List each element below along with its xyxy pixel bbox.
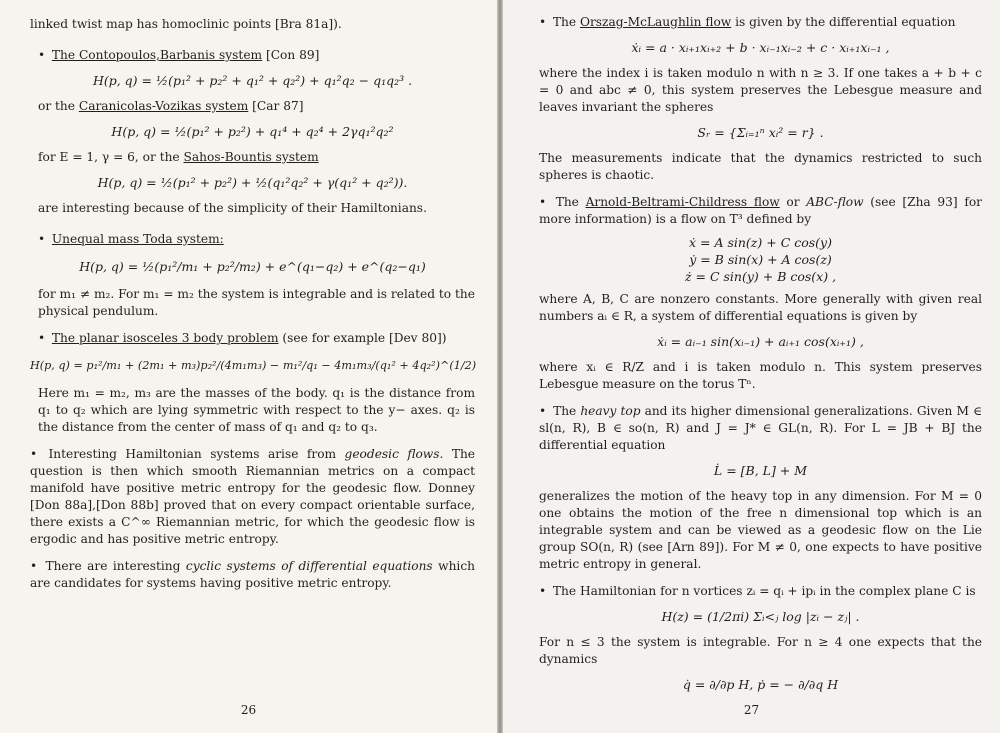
system-name: The Contopoulos,Barbanis system [51,48,263,62]
system-name: Unequal mass Toda system: [51,232,224,246]
equation: H(p, q) = ½(p₁² + p₂²) + q₁⁴ + q₂⁴ + 2γq₁²q₂² [111,124,394,139]
text-line: are interesting because of the simplicity of their Hamiltonians. [38,201,427,215]
bullet-item: • The Arnold-Beltrami-Childress flow or ABC-flow (see [Zha 93] for more information) is a flow on T³ defined by [539,195,982,226]
equation: ẋᵢ = aᵢ₋₁ sin(xᵢ₋₁) + aᵢ₊₁ cos(xᵢ₊₁) , [657,334,864,349]
equation: ẋᵢ = a · xᵢ₊₁xᵢ₊₂ + b · xᵢ₋₁xᵢ₋₂ + c · xᵢ₊₁xᵢ₋₁ , [631,40,890,55]
left-page [0,0,497,733]
text-line: or the Caranicolas-Vozikas system [Car 87] [38,99,304,113]
bullet-item: • There are interesting cyclic systems of differential equations which are candidates for systems having positive metric entropy. [30,559,475,590]
paragraph: For n ≤ 3 the system is integrable. For n ≥ 4 one expects that the dynamics [539,635,982,666]
bullet-item: • The Contopoulos,Barbanis system [Con 89] [38,48,320,62]
equation: L̇ = [B, L] + M [713,463,808,478]
paragraph: generalizes the motion of the heavy top in any dimension. For M = 0 one obtains the motion of the free n dimensional top which is an integrable system and can be viewed as a geodesic flow on the Lie group SO(n, R) (see [Arn 89]). For M ≠ 0, one expects to have positive metric entropy in general. [539,489,982,571]
bullet-item: • Interesting Hamiltonian systems arise from geodesic flows. The question is then which smooth Riemannian metrics on a compact manifold have positive metric entropy for the geodesic flow. Donney [Don 88a],[Don 88b] proved that on every compact orientable surface, there exists a C^∞ Riemannian metric, for which the geodesic flow is ergodic and has positive metric entropy. [30,447,476,546]
citation: [Con 89] [262,48,320,62]
equation: q̇ = ∂/∂p H, ṗ = − ∂/∂q H [682,677,839,692]
page-number: 27 [743,703,760,717]
paragraph: Here m₁ = m₂, m₃ are the masses of the body. q₁ is the distance from q₁ to q₂ which are lying symmetric with respect to the y− axes. q₂ is the distance from the center of mass of q₁ and q₂ to q₃. [38,386,475,434]
system-name: Caranicolas-Vozikas system [78,99,249,113]
bullet-item: • The heavy top and its higher dimensional generalizations. Given M ∈ sl(n, R), B ∈ so(n, R) and J = J* ∈ GL(n, R). For L = JB + BJ the differential equation [539,404,983,452]
system-name: The planar isosceles 3 body problem [51,331,279,345]
paragraph: The measurements indicate that the dynamics restricted to such spheres is chaotic. [539,151,982,182]
bullet-item: • The planar isosceles 3 body problem (see for example [Dev 80]) [38,331,447,345]
system-name: Arnold-Beltrami-Childress flow [585,195,780,209]
equation: H(p, q) = p₁²/m₁ + (2m₁ + m₃)p₂²/(4m₁m₃) − m₁²/q₁ − 4m₁m₃/(q₁² + 4q₂²)^(1/2) [30,359,477,372]
paragraph: where the index i is taken modulo n with n ≥ 3. If one takes a + b + c = 0 and abc ≠ 0, this system preserves the Lebesgue measure and leaves invariant the spheres [539,66,982,114]
bullet-item: • The Hamiltonian for n vortices zᵢ = qᵢ + ipᵢ in the complex plane C is [539,584,976,598]
bullet-item: • Unequal mass Toda system: [38,232,224,246]
text-line: linked twist map has homoclinic points [Bra 81a]). [30,17,342,31]
right-page [503,0,1000,733]
system-name: Sahos-Bountis system [183,150,319,164]
equation: H(z) = (1/2πi) Σᵢ<ⱼ log |zᵢ − zⱼ| . [661,609,860,624]
equation: ż = C sin(y) + B cos(x) , [684,269,837,284]
bullet-item: • The Orszag-McLaughlin flow is given by the differential equation [539,15,956,29]
equation: H(p, q) = ½(p₁² + p₂² + q₁² + q₂²) + q₁²q₂ − q₁q₂³ . [92,73,413,88]
equation: ẋ = A sin(z) + C cos(y) [689,235,832,250]
equation: H(p, q) = ½(p₁² + p₂²) + ½(q₁²q₂² + γ(q₁² + q₂²)). [97,175,408,190]
equation: Sᵣ = {Σᵢ₌₁ⁿ xᵢ² = r} . [697,125,824,140]
system-name: Orszag-McLaughlin flow [579,15,732,29]
text-line: for E = 1, γ = 6, or the Sahos-Bountis system [38,150,319,164]
equation: H(p, q) = ½(p₁²/m₁ + p₂²/m₂) + e^(q₁−q₂) + e^(q₂−q₁) [79,259,426,274]
paragraph: for m₁ ≠ m₂. For m₁ = m₂ the system is integrable and is related to the physical pendulum. [38,287,475,318]
paragraph: where xᵢ ∈ R/Z and i is taken modulo n. This system preserves Lebesgue measure on the torus Tⁿ. [539,360,982,391]
page-number: 26 [240,703,257,717]
paragraph: where A, B, C are nonzero constants. More generally with given real numbers aᵢ ∈ R, a system of differential equations is given by [539,292,982,323]
equation-system [539,234,982,285]
equation: ẏ = B sin(x) + A cos(z) [689,252,832,267]
